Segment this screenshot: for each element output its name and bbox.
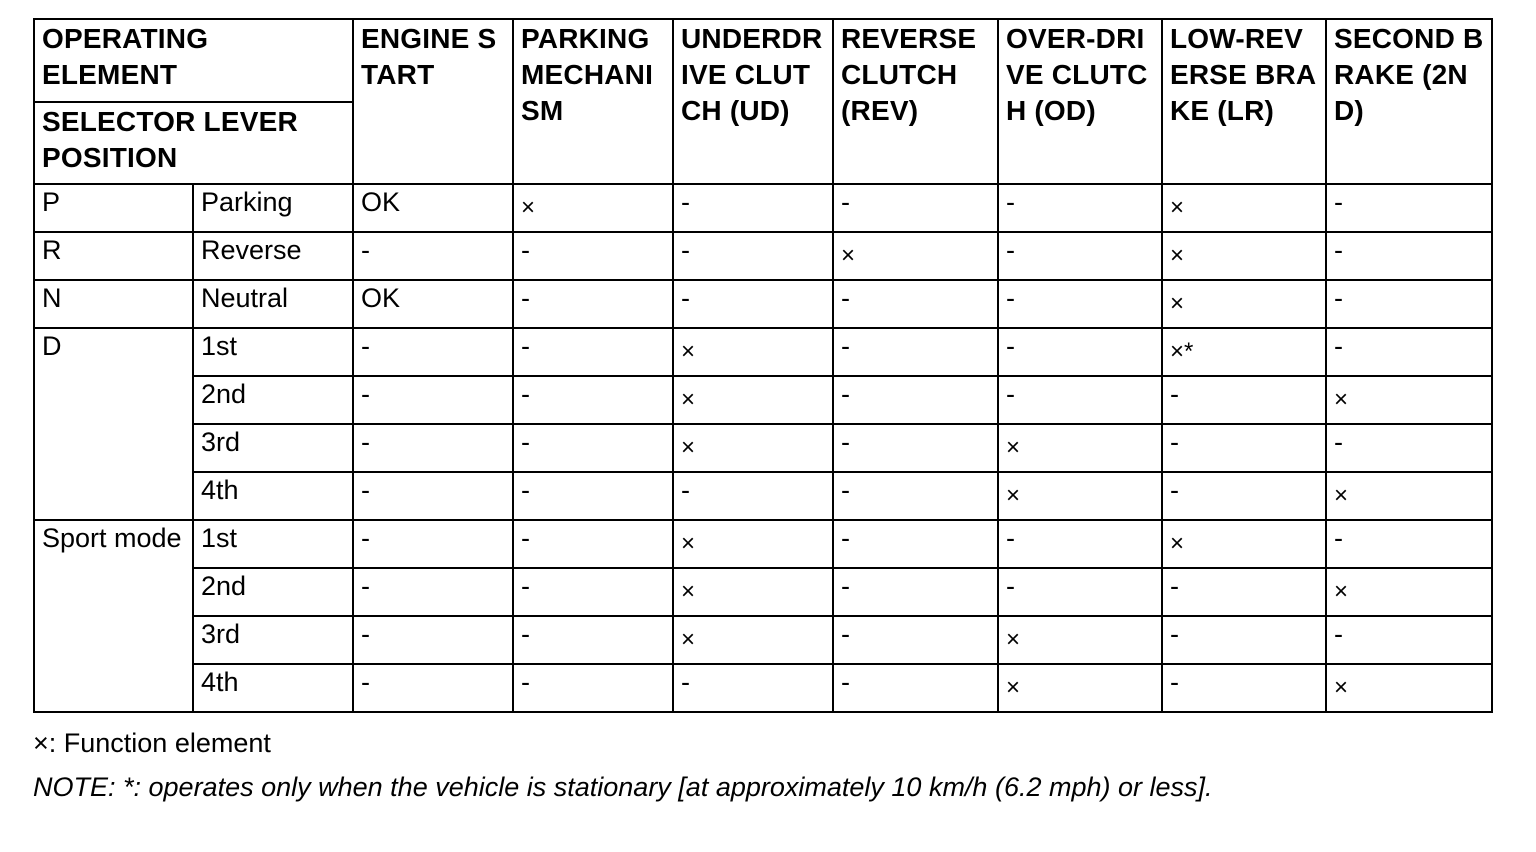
- table-cell: [833, 328, 998, 376]
- table-cell: [1326, 376, 1492, 424]
- header-operating-element: OPERATING ELEMENT: [34, 19, 353, 102]
- table-cell: [1162, 328, 1326, 376]
- table-row: [34, 568, 1492, 616]
- table-cell: [513, 232, 673, 280]
- table-cell: [673, 184, 833, 232]
- cell-value: ×: [1006, 434, 1021, 461]
- table-row: [34, 232, 1492, 280]
- row-group-label: P: [34, 184, 193, 232]
- table-cell: [833, 664, 998, 712]
- cell-value: -: [361, 427, 370, 457]
- cell-value: -: [1334, 619, 1343, 649]
- cell-value: ×: [681, 434, 696, 461]
- cell-value: -: [841, 379, 850, 409]
- table-cell: [353, 184, 513, 232]
- table-cell: [1162, 376, 1326, 424]
- cell-value: ×: [1006, 626, 1021, 653]
- cell-value: -: [521, 283, 530, 313]
- header-column: PARKING MECHANISM: [513, 19, 673, 184]
- table-cell: [513, 328, 673, 376]
- table-cell: [1326, 616, 1492, 664]
- table-cell: [673, 232, 833, 280]
- table-cell: [1326, 472, 1492, 520]
- cell-value: -: [841, 187, 850, 217]
- table-cell: [673, 376, 833, 424]
- table-cell: [513, 280, 673, 328]
- cell-value: -: [521, 619, 530, 649]
- position-cell: 2nd: [193, 568, 353, 616]
- table-cell: [998, 664, 1162, 712]
- table-cell: [353, 568, 513, 616]
- cell-value: -: [361, 331, 370, 361]
- table-cell: [833, 232, 998, 280]
- cell-value: -: [521, 379, 530, 409]
- cell-value: ×: [521, 194, 536, 221]
- table-cell: [1162, 424, 1326, 472]
- table-cell: [353, 328, 513, 376]
- cell-value: ×: [681, 626, 696, 653]
- position-cell: Reverse: [193, 232, 353, 280]
- cell-value: -: [1170, 427, 1179, 457]
- table-cell: [353, 472, 513, 520]
- table-cell: [673, 472, 833, 520]
- operating-element-table: [33, 18, 1493, 713]
- cell-value: -: [1006, 187, 1015, 217]
- cell-value: -: [841, 619, 850, 649]
- header-column: ENGINE START: [353, 19, 513, 184]
- table-cell: [353, 280, 513, 328]
- table-cell: [1326, 568, 1492, 616]
- cell-value: ×: [1170, 530, 1185, 557]
- cell-value: ×: [1170, 194, 1185, 221]
- cell-value: -: [841, 427, 850, 457]
- table-body: [34, 184, 1492, 712]
- cell-value: -: [361, 379, 370, 409]
- cell-value: ×: [1006, 674, 1021, 701]
- header-column: UNDERDRIVE CLUTCH (UD): [673, 19, 833, 184]
- cell-value: ×: [681, 386, 696, 413]
- cell-value: -: [841, 331, 850, 361]
- table-cell: [833, 472, 998, 520]
- table-cell: [1162, 568, 1326, 616]
- table-cell: [513, 664, 673, 712]
- row-group-label: Sport mode: [34, 520, 193, 712]
- cell-value: -: [681, 667, 690, 697]
- table-cell: [1326, 328, 1492, 376]
- cell-value: -: [521, 475, 530, 505]
- cell-value: ×: [681, 338, 696, 365]
- row-group-label: N: [34, 280, 193, 328]
- table-cell: [353, 664, 513, 712]
- table-row: [34, 376, 1492, 424]
- table-cell: [998, 568, 1162, 616]
- cell-value: -: [681, 283, 690, 313]
- table-row: [34, 616, 1492, 664]
- table-cell: [998, 376, 1162, 424]
- cell-value: -: [1006, 283, 1015, 313]
- cell-value: -: [681, 475, 690, 505]
- table-cell: [1162, 232, 1326, 280]
- table-cell: [1326, 280, 1492, 328]
- table-row: [34, 424, 1492, 472]
- position-cell: 1st: [193, 328, 353, 376]
- cell-value: OK: [361, 187, 401, 217]
- cell-value: -: [841, 475, 850, 505]
- cell-value: -: [1170, 667, 1179, 697]
- table-cell: [353, 376, 513, 424]
- table-cell: [833, 280, 998, 328]
- cell-value: -: [521, 667, 530, 697]
- cell-value: -: [841, 667, 850, 697]
- cell-value: -: [361, 571, 370, 601]
- header-column: SECOND BRAKE (2ND): [1326, 19, 1492, 184]
- table-cell: [513, 424, 673, 472]
- cell-value: -: [1334, 187, 1343, 217]
- position-cell: 2nd: [193, 376, 353, 424]
- table-cell: [673, 664, 833, 712]
- table-cell: [1162, 520, 1326, 568]
- cell-value: -: [681, 235, 690, 265]
- cell-value: ×: [681, 578, 696, 605]
- table-cell: [1326, 184, 1492, 232]
- cell-value: ×: [1334, 482, 1349, 509]
- cell-value: -: [1170, 571, 1179, 601]
- table-cell: [673, 328, 833, 376]
- table-cell: [998, 328, 1162, 376]
- header-column: OVER-DRIVE CLUTCH (OD): [998, 19, 1162, 184]
- cell-value: ×: [1170, 290, 1185, 317]
- cell-value: -: [521, 427, 530, 457]
- cell-value: -: [841, 523, 850, 553]
- position-cell: 1st: [193, 520, 353, 568]
- table-cell: [998, 472, 1162, 520]
- header-selector-lever-position: SELECTOR LEVER POSITION: [34, 102, 353, 184]
- cell-value: -: [1334, 427, 1343, 457]
- cell-value: ×: [1334, 386, 1349, 413]
- table-cell: [673, 616, 833, 664]
- cell-value: OK: [361, 283, 401, 313]
- table-cell: [353, 616, 513, 664]
- cell-value: -: [1170, 619, 1179, 649]
- cell-value: -: [1006, 235, 1015, 265]
- row-group-label: D: [34, 328, 193, 520]
- note-text: NOTE: *: operates only when the vehicle is stationary [at approximately 10 km/h (6.2 mph) or less].: [33, 772, 1213, 802]
- position-cell: 4th: [193, 664, 353, 712]
- position-cell: 3rd: [193, 616, 353, 664]
- cell-value: ×: [1006, 482, 1021, 509]
- cell-value: -: [1006, 331, 1015, 361]
- cell-value: -: [521, 523, 530, 553]
- table-cell: [1326, 664, 1492, 712]
- cell-value: -: [521, 571, 530, 601]
- table-cell: [833, 616, 998, 664]
- table-cell: [513, 616, 673, 664]
- table-cell: [833, 520, 998, 568]
- table-cell: [353, 424, 513, 472]
- cell-value: -: [1334, 523, 1343, 553]
- cell-value: -: [1334, 331, 1343, 361]
- cell-value: -: [1006, 571, 1015, 601]
- cell-value: -: [1170, 379, 1179, 409]
- cell-value: -: [521, 331, 530, 361]
- cell-value: ×: [1334, 674, 1349, 701]
- table-cell: [833, 376, 998, 424]
- row-group-label: R: [34, 232, 193, 280]
- cell-value: ×: [1334, 578, 1349, 605]
- cell-value: ×: [1170, 242, 1185, 269]
- cell-value: -: [841, 571, 850, 601]
- table-cell: [513, 472, 673, 520]
- table-cell: [353, 232, 513, 280]
- position-cell: Parking: [193, 184, 353, 232]
- table-cell: [673, 424, 833, 472]
- table-cell: [1162, 472, 1326, 520]
- header-column: REVERSE CLUTCH (REV): [833, 19, 998, 184]
- table-cell: [513, 376, 673, 424]
- table-cell: [1162, 184, 1326, 232]
- table-cell: [513, 520, 673, 568]
- table-row: [34, 184, 1492, 232]
- table-cell: [998, 280, 1162, 328]
- legend-text: ×: Function element: [33, 728, 271, 758]
- table-row: [34, 328, 1492, 376]
- table-cell: [1326, 232, 1492, 280]
- cell-value: ×*: [1170, 338, 1194, 365]
- table-cell: [998, 616, 1162, 664]
- table-cell: [998, 520, 1162, 568]
- table-cell: [1326, 424, 1492, 472]
- table-cell: [673, 520, 833, 568]
- cell-value: -: [361, 667, 370, 697]
- position-cell: 3rd: [193, 424, 353, 472]
- cell-value: -: [1170, 475, 1179, 505]
- table-cell: [833, 424, 998, 472]
- cell-value: -: [361, 523, 370, 553]
- position-cell: Neutral: [193, 280, 353, 328]
- cell-value: -: [1006, 523, 1015, 553]
- table-cell: [1162, 280, 1326, 328]
- table-cell: [353, 520, 513, 568]
- cell-value: -: [361, 619, 370, 649]
- table-cell: [1162, 616, 1326, 664]
- cell-value: -: [361, 235, 370, 265]
- cell-value: ×: [841, 242, 856, 269]
- cell-value: ×: [681, 530, 696, 557]
- table-cell: [1162, 664, 1326, 712]
- table-cell: [673, 280, 833, 328]
- table-cell: [998, 232, 1162, 280]
- table-row: [34, 664, 1492, 712]
- header-column: LOW-REVERSE BRAKE (LR): [1162, 19, 1326, 184]
- table-cell: [998, 184, 1162, 232]
- cell-value: -: [521, 235, 530, 265]
- cell-value: -: [1006, 379, 1015, 409]
- table-row: [34, 520, 1492, 568]
- table-cell: [513, 184, 673, 232]
- cell-value: -: [1334, 283, 1343, 313]
- table-cell: [513, 568, 673, 616]
- cell-value: -: [361, 475, 370, 505]
- cell-value: -: [841, 283, 850, 313]
- position-cell: 4th: [193, 472, 353, 520]
- table-cell: [998, 424, 1162, 472]
- table-cell: [673, 568, 833, 616]
- table-cell: [1326, 520, 1492, 568]
- cell-value: -: [1334, 235, 1343, 265]
- table-cell: [833, 184, 998, 232]
- header-row: [34, 19, 1492, 102]
- table-cell: [833, 568, 998, 616]
- table-row: [34, 280, 1492, 328]
- cell-value: -: [681, 187, 690, 217]
- table-row: [34, 472, 1492, 520]
